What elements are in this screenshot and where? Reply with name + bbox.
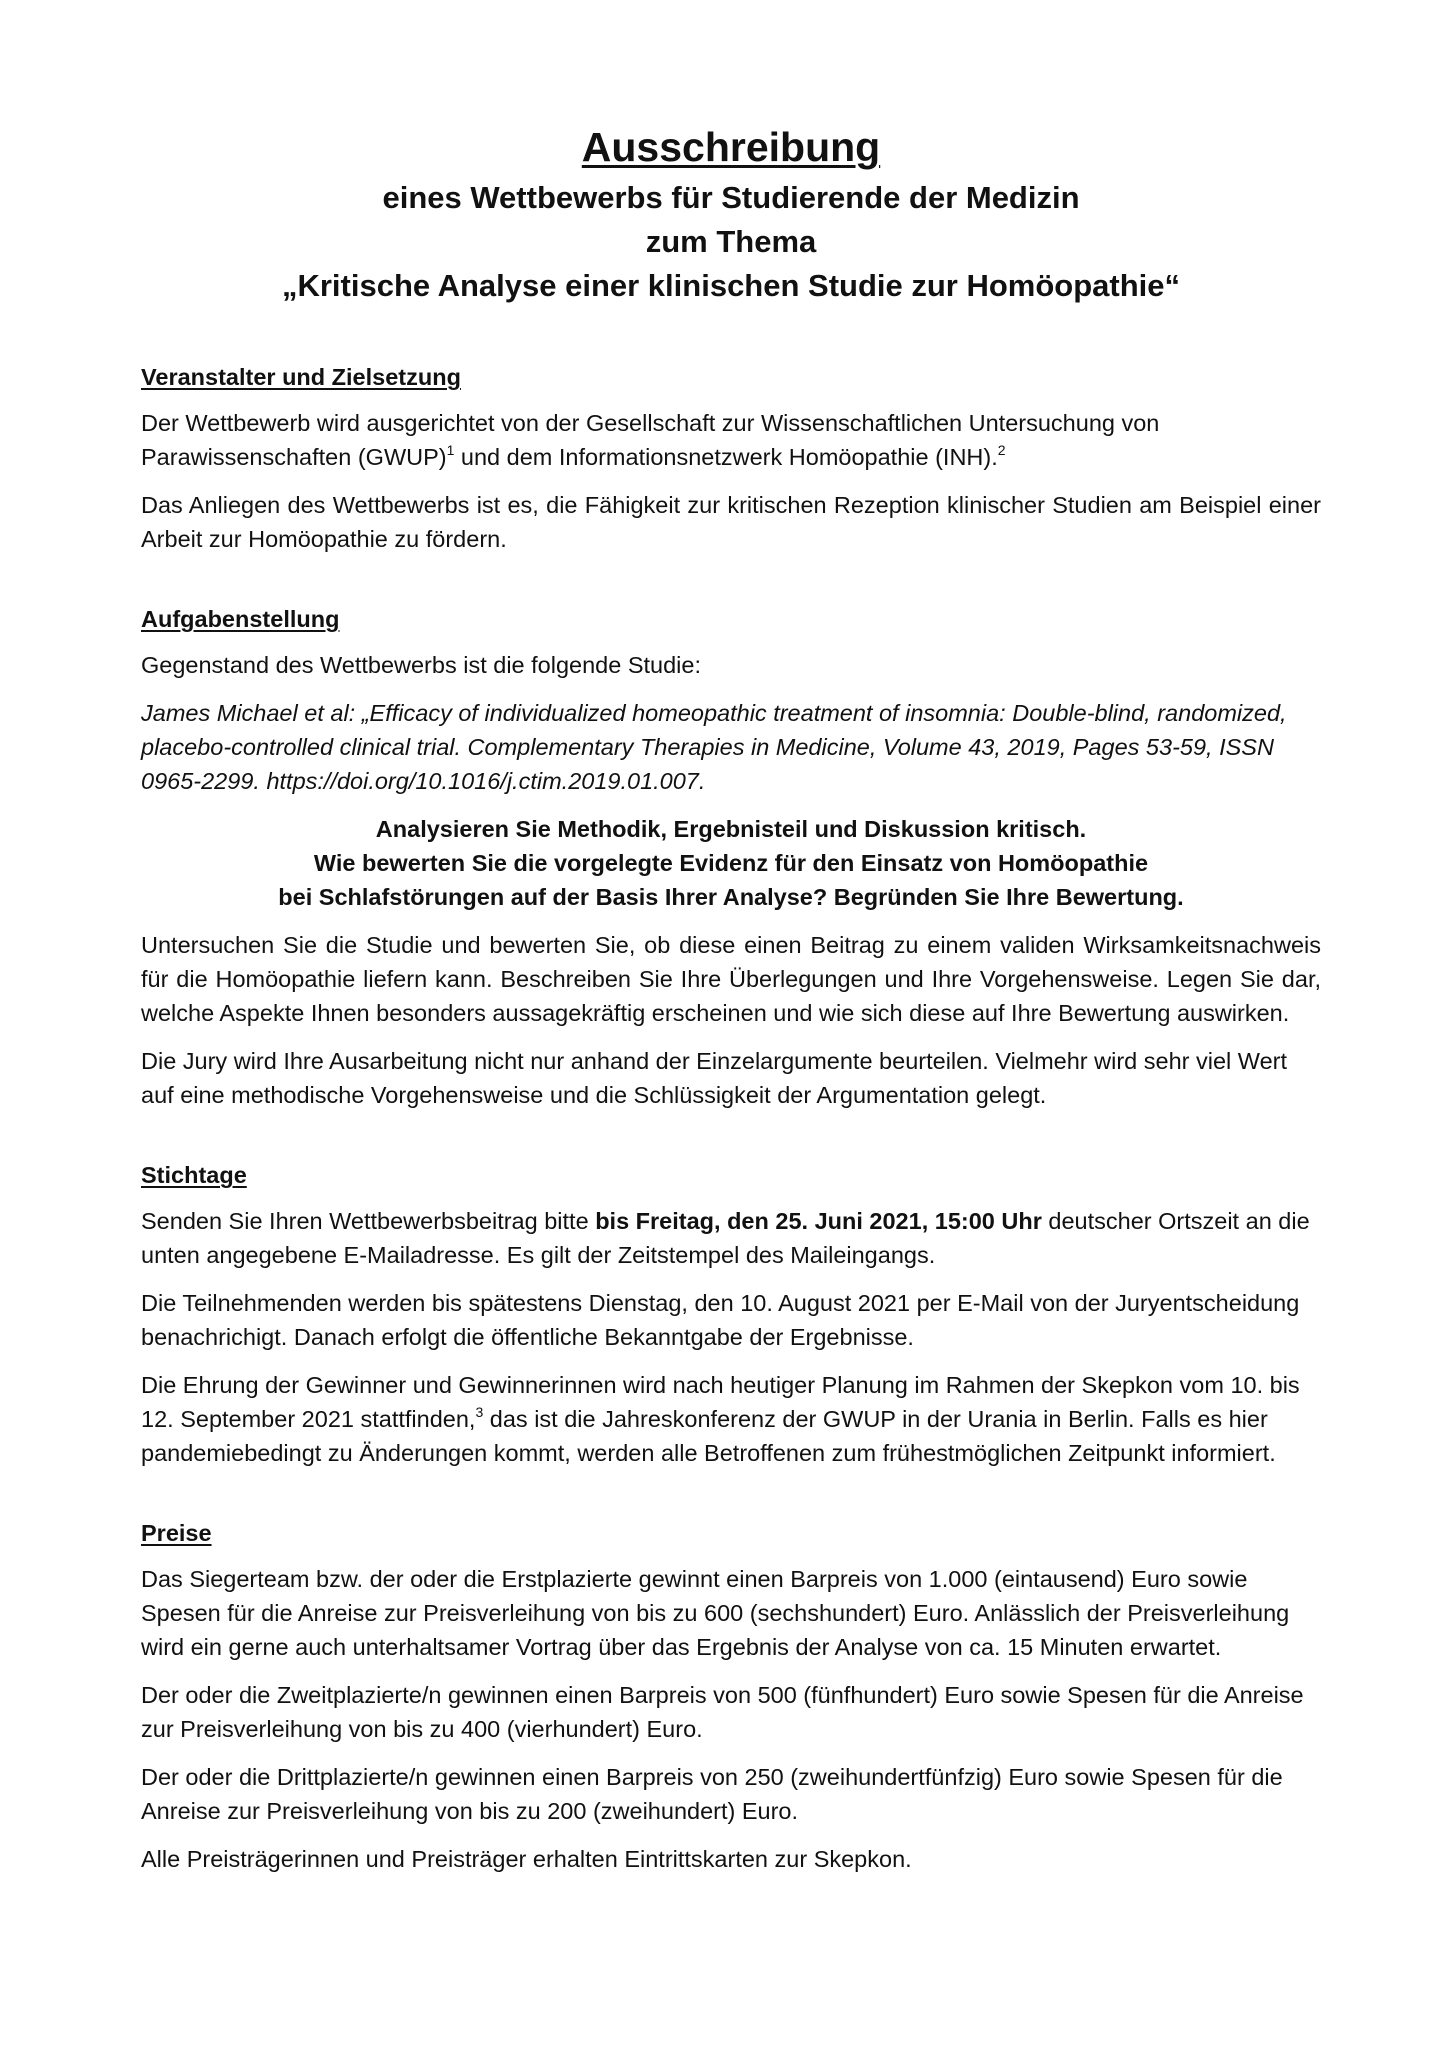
section-heading-aufgabe: Aufgabenstellung [141, 606, 340, 632]
document-content [141, 118, 1321, 1890]
task-line-2: Wie bewerten Sie die vorgelegte Evidenz für den Einsatz von Homöopathie [313, 850, 1149, 876]
veranstalter-paragraph-2: Das Anliegen des Wettbewerbs ist es, die Fähigkeit zur kritischen Rezeption klinischer Studien am Beispiel einer Arbeit zur Homöopathie zu fördern. [141, 492, 1321, 552]
document-title: Ausschreibung [581, 124, 881, 170]
footnote-ref-1: 1 [446, 442, 455, 458]
section-aufgabe [141, 602, 1321, 1112]
stichtage-text-b: deutscher Ortszeit an die unten angegebene E-Mailadresse. Es gilt der Zeitstempel des Maileingangs. [141, 1208, 1310, 1268]
aufgabe-paragraph-1: Gegenstand des Wettbewerbs ist die folgende Studie: [141, 652, 702, 678]
footnote-ref-2: 2 [997, 442, 1006, 458]
subtitle-line-3: „Kritische Analyse einer klinischen Studie zur Homöopathie“ [281, 268, 1181, 303]
task-statement [141, 812, 1321, 914]
task-line-1: Analysieren Sie Methodik, Ergebnisteil und Diskussion kritisch. [375, 816, 1087, 842]
section-veranstalter [141, 360, 1321, 556]
subtitle-line-2: zum Thema [645, 224, 817, 259]
stichtage-paragraph-2: Die Teilnehmenden werden bis spätestens Dienstag, den 10. August 2021 per E-Mail von der Juryentscheidung benachrichigt. Danach erfolgt die öffentliche Bekanntgabe der Ergebnisse. [141, 1290, 1300, 1350]
preise-paragraph-1: Das Siegerteam bzw. der oder die Erstplazierte gewinnt einen Barpreis von 1.000 (eintausend) Euro sowie Spesen für die Anreise zur Preisverleihung von bis zu 600 (sechshundert) Euro. Anlässlich der Preisverleihung wird ein gerne auch unterhaltsamer Vortrag über das Ergebnis der Analyse von ca. 15 Minuten erwartet. [141, 1566, 1290, 1660]
veranstalter-text-a: Der Wettbewerb wird ausgerichtet von der Gesellschaft zur Wissenschaftlichen Untersuchung von Parawissenschaften (GWUP) [141, 410, 1160, 470]
preise-paragraph-3: Der oder die Drittplazierte/n gewinnen einen Barpreis von 250 (zweihundertfünfzig) Euro sowie Spesen für die Anreise zur Preisverleihung von bis zu 200 (zweihundert) Euro. [141, 1764, 1283, 1824]
preise-paragraph-4: Alle Preisträgerinnen und Preisträger erhalten Eintrittskarten zur Skepkon. [141, 1846, 912, 1872]
deadline-text: bis Freitag, den 25. Juni 2021, 15:00 Uhr [595, 1208, 1042, 1234]
stichtage-paragraph-3 [141, 1368, 1321, 1470]
subtitle-line-1: eines Wettbewerbs für Studierende der Medizin [382, 180, 1080, 215]
stichtage-p3-text-a: Die Ehrung der Gewinner und Gewinnerinnen wird nach heutiger Planung im Rahmen der Skepkon vom 10. bis 12. September 2021 stattfinden, [141, 1372, 1300, 1432]
study-citation: James Michael et al: „Efficacy of individualized homeopathic treatment of insomnia: Double-blind, randomized, placebo-controlled clinical trial. Complementary Therapies in Medicine, Volume 43, 2019, Pages 53-59, ISSN 0965-2299. https://doi.org/10.1016/j.ctim.2019.01.007. [141, 700, 1287, 794]
stichtage-p3-text-b: das ist die Jahreskonferenz der GWUP in der Urania in Berlin. Falls es hier pandemiebedingt zu Änderungen kommt, werden alle Betroffenen zum frühestmöglichen Zeitpunkt informiert. [141, 1406, 1276, 1466]
veranstalter-text-b: und dem Informationsnetzwerk Homöopathie (INH). [454, 444, 998, 470]
section-heading-preise: Preise [141, 1520, 212, 1546]
footnote-ref-3: 3 [475, 1404, 484, 1420]
preise-paragraph-2: Der oder die Zweitplazierte/n gewinnen einen Barpreis von 500 (fünfhundert) Euro sowie Spesen für die Anreise zur Preisverleihung von bis zu 400 (vierhundert) Euro. [141, 1682, 1304, 1742]
section-heading-stichtage: Stichtage [141, 1162, 247, 1188]
section-stichtage [141, 1158, 1321, 1470]
aufgabe-paragraph-3: Die Jury wird Ihre Ausarbeitung nicht nur anhand der Einzelargumente beurteilen. Vielmehr wird sehr viel Wert auf eine methodische Vorgehensweise und die Schlüssigkeit der Argumentation gelegt. [141, 1048, 1287, 1108]
section-preise [141, 1516, 1321, 1876]
aufgabe-paragraph-2: Untersuchen Sie die Studie und bewerten Sie, ob diese einen Beitrag zu einem validen Wirksamkeitsnachweis für die Homöopathie liefern kann. Beschreiben Sie Ihre Überlegungen und Ihre Vorgehensweise. Legen Sie dar, welche Aspekte Ihnen besonders aussagekräftig erscheinen und wie sich diese auf Ihre Bewertung auswirken. [141, 932, 1321, 1026]
stichtage-text-a: Senden Sie Ihren Wettbewerbsbeitrag bitte [141, 1208, 596, 1234]
task-line-3: bei Schlafstörungen auf der Basis Ihrer Analyse? Begründen Sie Ihre Bewertung. [278, 884, 1184, 910]
stichtage-paragraph-1 [141, 1204, 1321, 1272]
section-heading-veranstalter: Veranstalter und Zielsetzung [141, 364, 461, 390]
veranstalter-paragraph-1 [141, 406, 1321, 474]
